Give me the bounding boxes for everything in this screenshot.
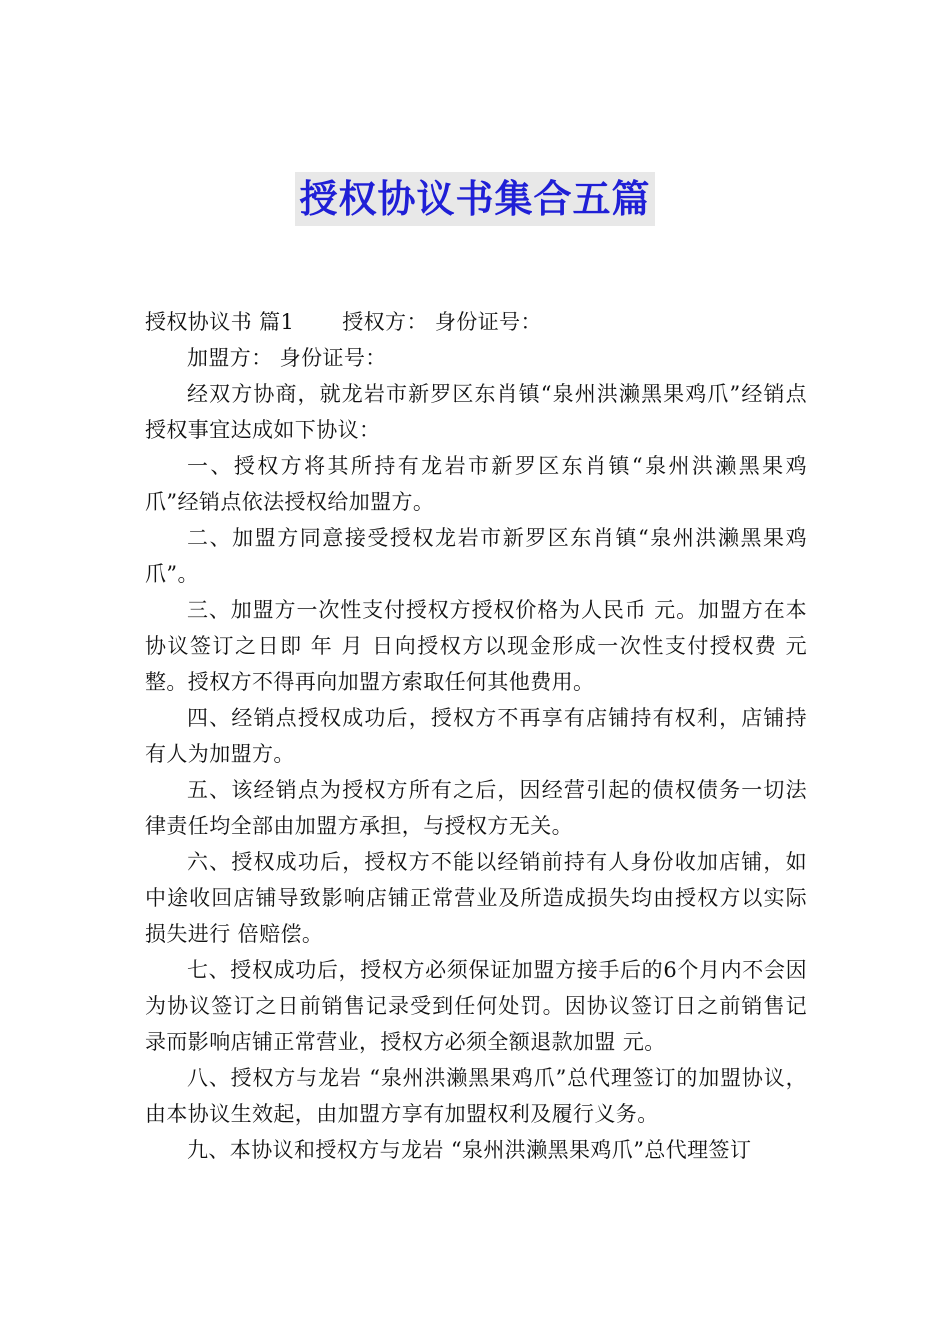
paragraph: 加盟方： 身份证号： xyxy=(187,346,387,370)
paragraph: 七、授权成功后，授权方必须保证加盟方接手后的6个月内不会因为协议签订之日前销售记录受到任何处罚。因协议签订日之前销售记录而影响店铺正常营业，授权方必须全额退款加盟 元。 xyxy=(145,958,807,1054)
paragraph: 二、加盟方同意接受授权龙岩市新罗区东肖镇“泉州洪濑黑果鸡爪”。 xyxy=(145,526,807,586)
document-body xyxy=(145,304,807,1168)
title-container xyxy=(0,172,950,226)
paragraph: 五、该经销点为授权方所有之后，因经营引起的债权债务一切法律责任均全部由加盟方承担，与授权方无关。 xyxy=(145,778,807,838)
piece-label: 授权协议书 篇1 xyxy=(145,310,295,334)
paragraph: 六、授权成功后，授权方不能以经销前持有人身份收加店铺，如中途收回店铺导致影响店铺正常营业及所造成损失均由授权方以实际损失进行 倍赔偿。 xyxy=(145,850,807,946)
paragraph: 八、授权方与龙岩 “泉州洪濑黑果鸡爪”总代理签订的加盟协议，由本协议生效起，由加盟方享有加盟权利及履行义务。 xyxy=(145,1066,807,1126)
party-a-line: 授权方： 身份证号： xyxy=(342,310,542,334)
paragraph: 九、本协议和授权方与龙岩 “泉州洪濑黑果鸡爪”总代理签订 xyxy=(187,1138,752,1162)
document-title: 授权协议书集合五篇 xyxy=(295,172,654,226)
paragraph: 四、经销点授权成功后，授权方不再享有店铺持有权利，店铺持有人为加盟方。 xyxy=(145,706,807,766)
paragraph: 一、授权方将其所持有龙岩市新罗区东肖镇“泉州洪濑黑果鸡爪”经销点依法授权给加盟方。 xyxy=(145,454,807,514)
paragraph: 经双方协商，就龙岩市新罗区东肖镇“泉州洪濑黑果鸡爪”经销点授权事宜达成如下协议： xyxy=(145,382,807,442)
header-line xyxy=(145,304,807,340)
paragraph: 三、加盟方一次性支付授权方授权价格为人民币 元。加盟方在本协议签订之日即 年 月 日向授权方以现金形成一次性支付授权费 元整。授权方不得再向加盟方索取任何其他费用。 xyxy=(145,598,807,694)
